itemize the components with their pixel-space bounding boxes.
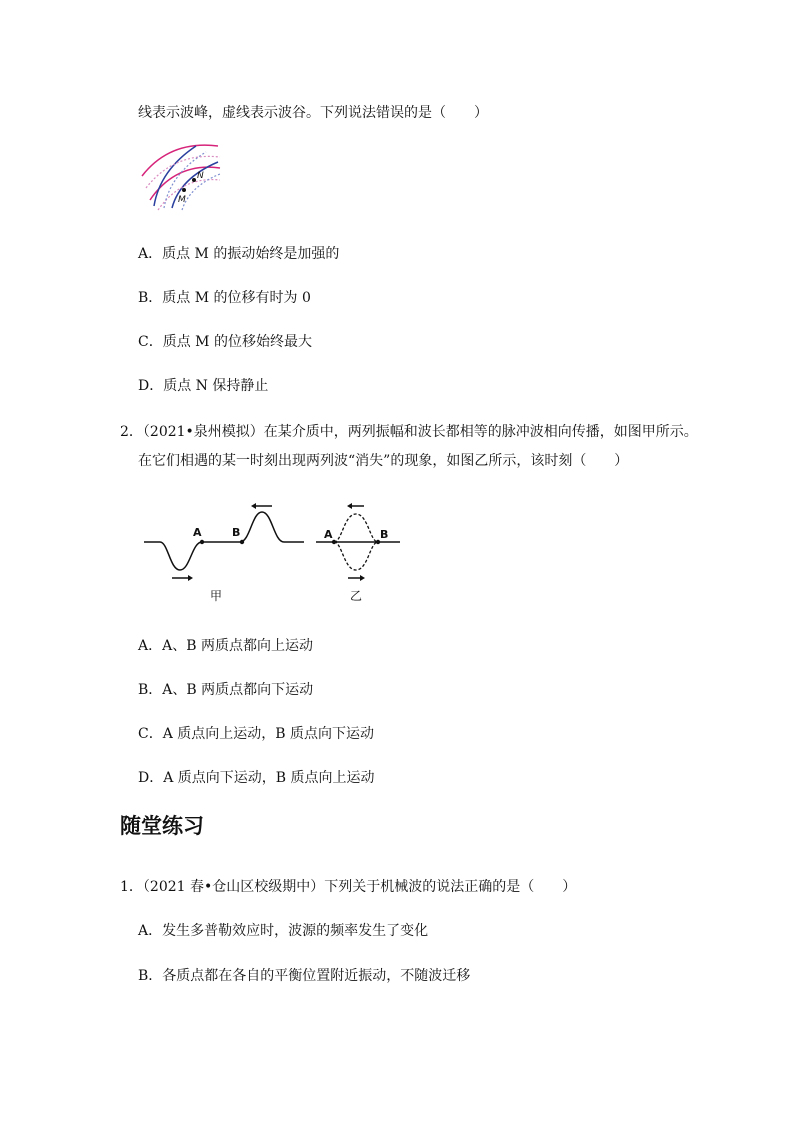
q1-option-a: A．质点 M 的振动始终是加强的 xyxy=(138,246,340,262)
q2-figure-jia xyxy=(140,500,310,603)
dashed-crest xyxy=(334,514,378,542)
q1-option-c: C．质点 M 的位移始终最大 xyxy=(138,334,312,350)
arrow-right-icon xyxy=(360,575,365,581)
dashed-trough xyxy=(334,542,378,570)
q2-option-b: B．A、B 两质点都向下运动 xyxy=(138,682,314,698)
section-title: 随堂练习 xyxy=(120,814,204,838)
arrow-right-icon xyxy=(188,575,193,581)
point-n xyxy=(192,178,196,182)
arrow-left-icon xyxy=(347,503,352,509)
pulse-crest xyxy=(240,512,304,542)
q1-option-d: D．质点 N 保持静止 xyxy=(138,378,269,394)
p1-stem: 1．（2021 春•仓山区校级期中）下列关于机械波的说法正确的是（ ） xyxy=(120,879,577,895)
point-m xyxy=(182,188,186,192)
p1-option-b: B．各质点都在各自的平衡位置附近振动，不随波迁移 xyxy=(138,968,471,984)
q2-option-a: A．A、B 两质点都向上运动 xyxy=(138,638,313,654)
q2-option-d: D．A 质点向下运动，B 质点向上运动 xyxy=(138,770,375,786)
label-m: M xyxy=(178,195,186,205)
q2-option-c: C．A 质点向上运动，B 质点向下运动 xyxy=(138,726,375,742)
caption-jia: 甲 xyxy=(210,589,223,603)
point-a-jia xyxy=(200,540,204,544)
caption-yi: 乙 xyxy=(350,589,363,603)
q2-stem-line2: 在它们相遇的某一时刻出现两列波“消失”的现象，如图乙所示，该时刻（ ） xyxy=(138,453,629,469)
q1-interference-figure xyxy=(140,140,220,212)
arrow-left-icon xyxy=(251,503,256,509)
point-b-jia xyxy=(240,540,244,544)
crest-arc-magenta-1 xyxy=(142,145,218,176)
q1-option-b: B．质点 M 的位移有时为 0 xyxy=(138,290,311,306)
q2-stem-line1: 2．（2021•泉州模拟）在某介质中，两列振幅和波长都相等的脉冲波相向传播，如图甲所示。 xyxy=(120,424,698,440)
label-b-yi: B xyxy=(380,528,389,541)
q2-figure-yi xyxy=(312,500,412,603)
pulse-trough xyxy=(144,542,240,570)
label-n: N xyxy=(197,171,204,181)
label-a-yi: A xyxy=(324,528,333,541)
label-a-jia: A xyxy=(193,526,202,539)
p1-option-a: A．发生多普勒效应时，波源的频率发生了变化 xyxy=(138,923,429,939)
label-b-jia: B xyxy=(232,526,241,539)
q1-stem-tail: 线表示波峰，虚线表示波谷。下列说法错误的是（ ） xyxy=(138,105,488,121)
